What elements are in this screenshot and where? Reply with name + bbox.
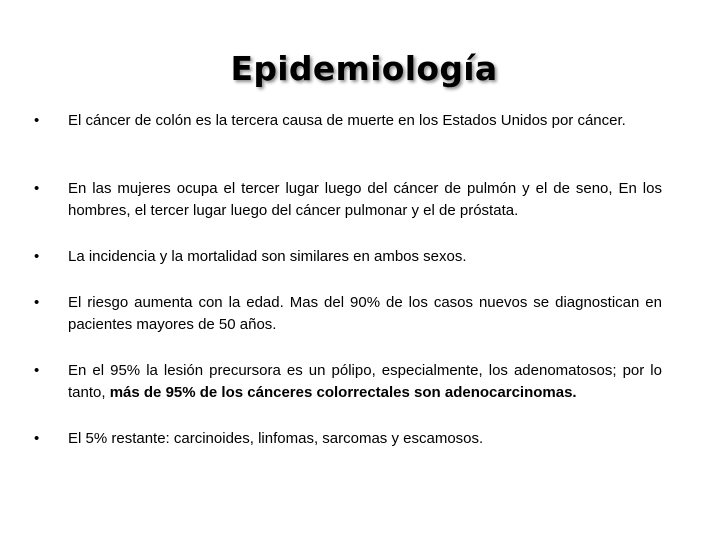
bullet-item <box>34 360 662 404</box>
slide-title: Epidemiología <box>230 49 498 88</box>
bullet-text: El 5% restante: carcinoides, linfomas, sarcomas y escamosos. <box>68 430 484 447</box>
bullet-item <box>34 178 662 222</box>
bullet-item <box>34 246 662 268</box>
bullet-marker: • <box>34 248 40 265</box>
bullet-marker: • <box>34 362 40 379</box>
bullet-text: El riesgo aumenta con la edad. Mas del 90% de los casos nuevos se diagnostican en pacientes mayores de 50 años. <box>68 294 662 333</box>
bullet-list <box>34 110 662 450</box>
bullet-marker: • <box>34 430 40 447</box>
bullet-item <box>34 292 662 336</box>
bullet-text: La incidencia y la mortalidad son similares en ambos sexos. <box>68 248 467 265</box>
bullet-marker: • <box>34 294 40 311</box>
bullet-item <box>34 428 662 450</box>
bullet-text: En las mujeres ocupa el tercer lugar luego del cáncer de pulmón y el de seno, En los hombres, el tercer lugar luego del cáncer pulmonar y el de próstata. <box>68 180 662 219</box>
bullet-text: En el 95% la lesión precursora es un pólipo, especialmente, los adenomatosos; por lo tanto, <box>68 362 662 401</box>
bullet-item <box>34 110 662 154</box>
bullet-marker: • <box>34 180 40 197</box>
bullet-bold-text: más de 95% de los cánceres colorrectales son adenocarcinomas. <box>109 384 577 401</box>
bullet-text: El cáncer de colón es la tercera causa de muerte en los Estados Unidos por cáncer. <box>68 112 626 129</box>
bullet-marker: • <box>34 112 40 129</box>
